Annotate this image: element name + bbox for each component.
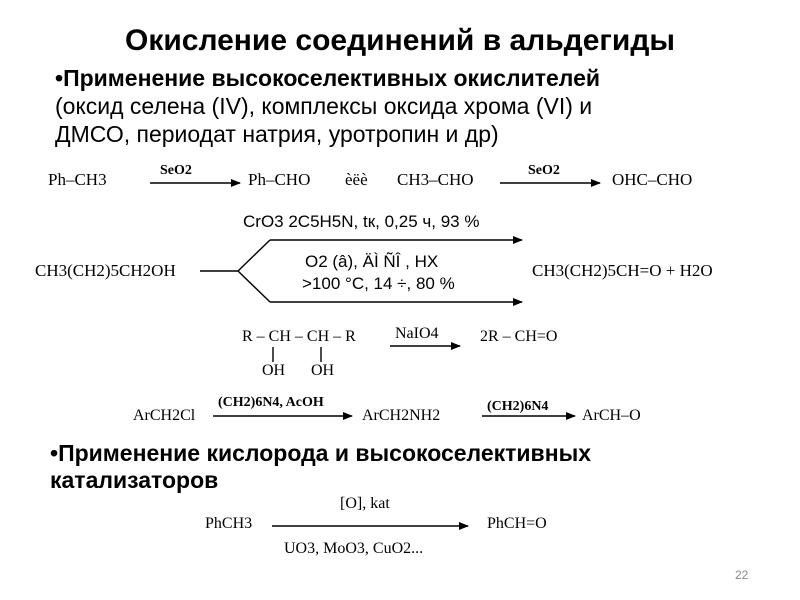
r2-branch-lower: [238, 271, 270, 302]
r3-hydroxyl-2: OH: [311, 362, 335, 379]
r1-reactant: Ph–CH3: [48, 170, 107, 189]
r2-branch-upper: [238, 240, 270, 271]
r3-product: 2R – CH=O: [480, 328, 558, 345]
r1-reagent-2: SeO2: [528, 163, 560, 178]
r1-reagent: SeO2: [160, 163, 192, 178]
r5-product: PhCH=O: [487, 515, 547, 532]
r5-reagent-bottom: UO3, MoO3, CuO2...: [284, 540, 424, 557]
bullet-1-heading: Применение высокоселективных окислителей: [63, 65, 601, 91]
bullet-1-line-3: ДМСО, периодат натрия, уротропин и др): [55, 121, 499, 147]
r4-reactant: ArCH2Cl: [133, 407, 196, 424]
bullet-marker: •: [50, 440, 59, 466]
bullet-1-line-2: (оксид селена (IV), комплексы оксида хрома (VI) и: [55, 93, 593, 119]
r2-condition-upper: CrO3 2C5H5N, tк, 0,25 ч, 93 %: [243, 212, 480, 231]
bullet-2-line-1: •Применение кислорода и высокоселективных: [50, 440, 592, 466]
r2-condition-middle: O2 (â), ÄÌ ÑÎ , HX: [305, 252, 439, 271]
r5-reactant: PhCH3: [205, 515, 253, 532]
bullet-2-line-2: катализаторов: [50, 467, 219, 493]
r1-connector: èëè: [345, 170, 368, 189]
r5-reagent-top: [O], kat: [340, 495, 390, 512]
r4-reagent-2: (CH2)6N4: [487, 399, 549, 414]
bullet-marker: •: [55, 65, 64, 91]
r4-product: ArCH–O: [582, 407, 641, 424]
r2-condition-lower: >100 °С, 14 ÷, 80 %: [302, 274, 455, 293]
r4-intermediate: ArCH2NH2: [362, 407, 441, 424]
slide-title: Окисление соединений в альдегиды: [124, 24, 676, 57]
r2-reactant: CH3(CH2)5CH2OH: [35, 261, 176, 280]
r2-product: CH3(CH2)5CH=O + H2O: [532, 261, 713, 280]
r1-product: Ph–CHO: [248, 170, 311, 189]
r4-reagent: (CH2)6N4, AcOH: [218, 395, 324, 410]
r3-reagent: NaIO4: [395, 325, 439, 342]
r1-product-2: OHC–CHO: [612, 170, 693, 189]
page-number: 22: [735, 568, 749, 582]
r3-reactant-chain: R – CH – CH – R: [242, 328, 356, 345]
r3-hydroxyl-1: OH: [262, 362, 286, 379]
r1-reactant-2: CH3–CHO: [397, 170, 474, 189]
